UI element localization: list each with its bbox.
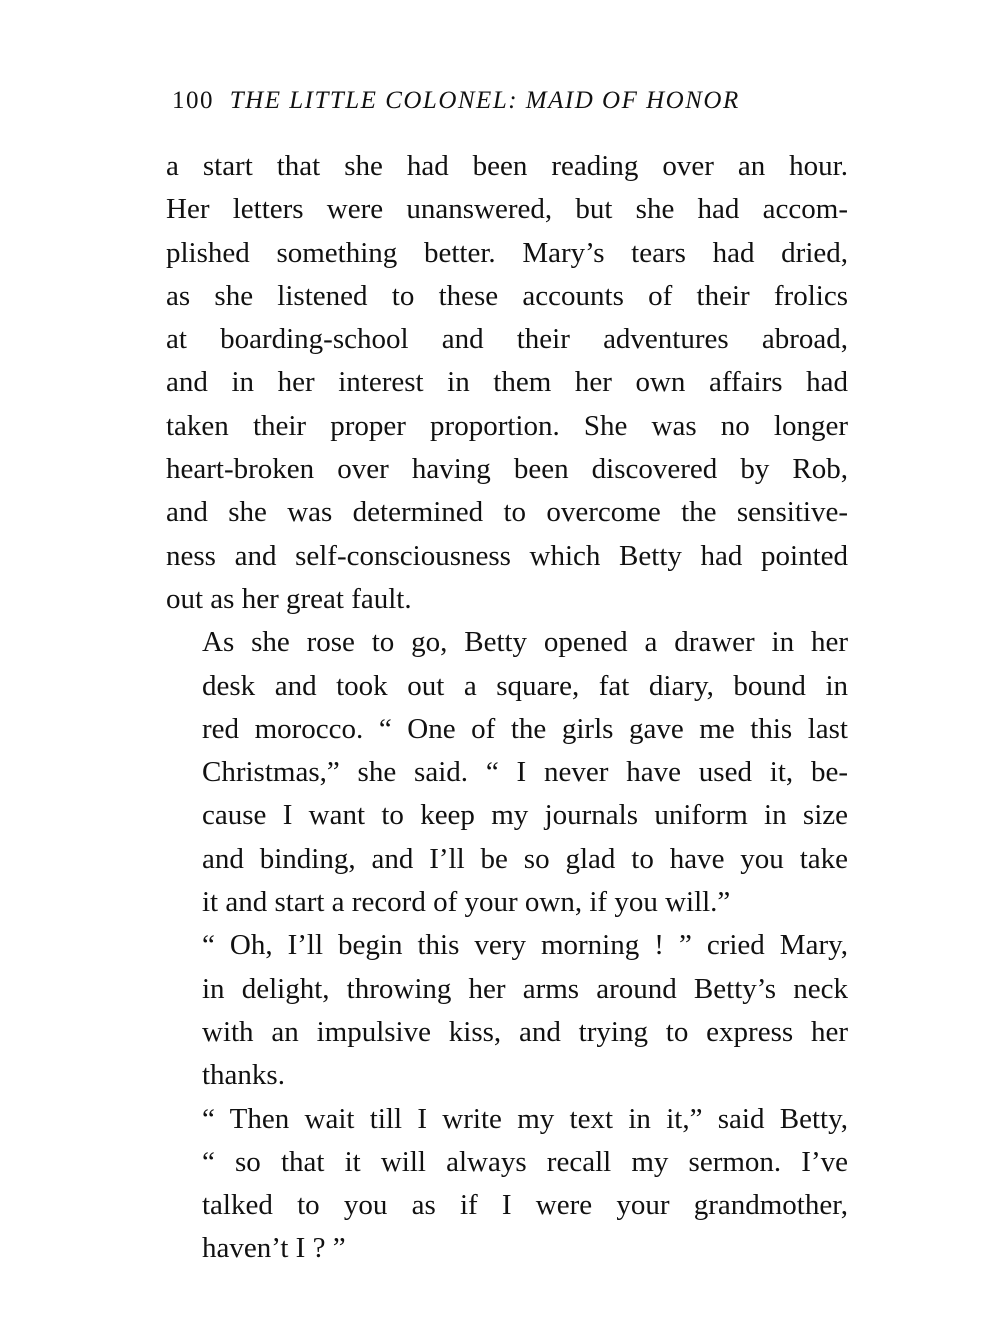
text-line: and binding, and I’ll be so glad to have you take bbox=[202, 842, 848, 875]
text-line: and she was determined to overcome the sensitive- bbox=[166, 496, 848, 529]
text-line: talked to you as if I were your grandmother, bbox=[202, 1189, 848, 1222]
text-line: and in her interest in them her own affairs had bbox=[166, 366, 848, 399]
text-line: “ so that it will always recall my sermon. I’ve bbox=[202, 1145, 848, 1178]
text-line: Her letters were unanswered, but she had accom- bbox=[166, 193, 848, 226]
text-line: at boarding-school and their adventures abroad, bbox=[166, 323, 848, 356]
text-line: out as her great fault. bbox=[166, 582, 412, 615]
text-line: with an impulsive kiss, and trying to express her bbox=[202, 1015, 848, 1048]
text-line: Christmas,” she said. “ I never have used it, be- bbox=[202, 756, 848, 789]
text-line: thanks. bbox=[202, 1059, 285, 1092]
text-line: haven’t I ? ” bbox=[202, 1232, 346, 1265]
page-number: 100 bbox=[172, 87, 214, 114]
text-line: red morocco. “ One of the girls gave me this last bbox=[202, 712, 848, 745]
paragraph-1 bbox=[166, 145, 848, 621]
text-line: a start that she had been reading over an hour. bbox=[166, 150, 848, 182]
text-line: plished something better. Mary’s tears had dried, bbox=[166, 236, 848, 269]
text-line: as she listened to these accounts of their frolics bbox=[166, 279, 848, 312]
text-line: in delight, throwing her arms around Betty’s neck bbox=[202, 972, 848, 1005]
paragraph-4 bbox=[166, 1098, 848, 1271]
paragraph-2 bbox=[166, 621, 848, 924]
text-line: “ Then wait till I write my text in it,” said Betty, bbox=[202, 1102, 848, 1135]
text-line: ness and self-consciousness which Betty had pointed bbox=[166, 539, 848, 572]
paragraph-3 bbox=[166, 924, 848, 1097]
text-line: desk and took out a square, fat diary, bound in bbox=[202, 669, 848, 702]
text-line: heart-broken over having been discovered by Rob, bbox=[166, 453, 848, 486]
text-line: it and start a record of your own, if you will.” bbox=[202, 886, 731, 919]
text-line: cause I want to keep my journals uniform in size bbox=[202, 799, 848, 832]
running-head bbox=[172, 86, 852, 116]
text-line: “ Oh, I’ll begin this very morning ! ” cried Mary, bbox=[202, 929, 848, 962]
body-text bbox=[166, 145, 848, 1271]
text-line: taken their proper proportion. She was no longer bbox=[166, 409, 848, 442]
text-line: As she rose to go, Betty opened a drawer in her bbox=[202, 626, 848, 659]
running-title: THE LITTLE COLONEL: MAID OF HONOR bbox=[229, 87, 740, 114]
